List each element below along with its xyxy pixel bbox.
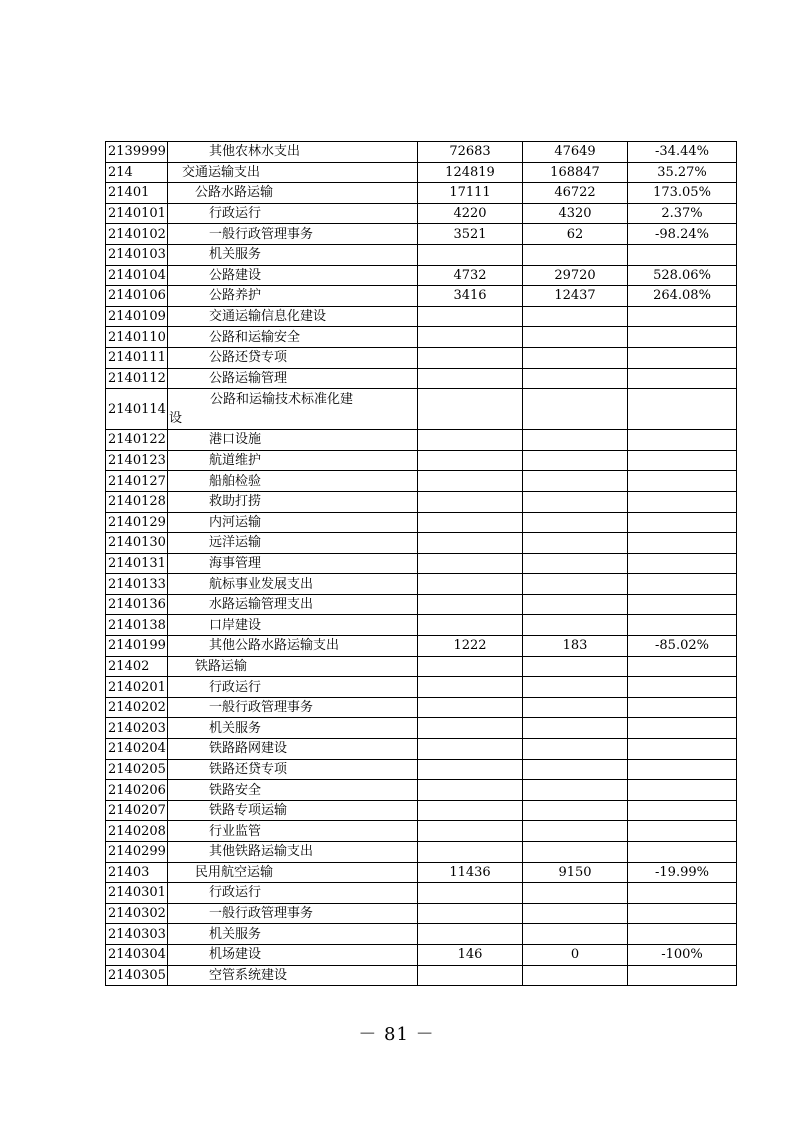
row-code: 2140302 — [106, 903, 168, 924]
row-name: 公路和运输安全 — [168, 327, 418, 348]
row-code: 21401 — [106, 183, 168, 204]
row-value-1 — [418, 656, 523, 677]
row-value-1 — [418, 800, 523, 821]
row-code: 2140127 — [106, 471, 168, 492]
row-change-percent — [628, 306, 737, 327]
row-name: 行政运行 — [168, 203, 418, 224]
row-change-percent: -85.02% — [628, 636, 737, 657]
row-code: 2140114 — [106, 389, 168, 430]
row-code: 2140305 — [106, 965, 168, 986]
row-change-percent — [628, 389, 737, 430]
table-row — [106, 244, 737, 265]
row-value-1 — [418, 615, 523, 636]
table-row — [106, 780, 737, 801]
row-value-2 — [523, 574, 628, 595]
row-code: 214 — [106, 162, 168, 183]
row-value-1: 11436 — [418, 862, 523, 883]
row-value-2 — [523, 903, 628, 924]
row-code: 21403 — [106, 862, 168, 883]
table-row — [106, 347, 737, 368]
row-code: 2140110 — [106, 327, 168, 348]
row-value-1: 146 — [418, 944, 523, 965]
row-value-2 — [523, 491, 628, 512]
row-value-2 — [523, 512, 628, 533]
row-value-2: 9150 — [523, 862, 628, 883]
row-name: 其他农林水支出 — [168, 142, 418, 163]
row-value-2 — [523, 244, 628, 265]
row-value-1 — [418, 759, 523, 780]
row-change-percent — [628, 574, 737, 595]
row-value-2: 168847 — [523, 162, 628, 183]
row-name: 航标事业发展支出 — [168, 574, 418, 595]
row-name: 行业监管 — [168, 821, 418, 842]
table-row — [106, 389, 737, 430]
row-value-2 — [523, 347, 628, 368]
row-code: 2140203 — [106, 718, 168, 739]
row-value-1: 124819 — [418, 162, 523, 183]
table-row — [106, 862, 737, 883]
row-code: 2140103 — [106, 244, 168, 265]
row-change-percent: 35.27% — [628, 162, 737, 183]
row-value-2: 47649 — [523, 142, 628, 163]
row-name: 机关服务 — [168, 244, 418, 265]
row-name: 公路运输管理 — [168, 368, 418, 389]
row-value-1 — [418, 347, 523, 368]
row-value-2 — [523, 368, 628, 389]
row-name: 行政运行 — [168, 677, 418, 698]
row-value-2 — [523, 594, 628, 615]
row-value-1 — [418, 965, 523, 986]
row-value-1 — [418, 306, 523, 327]
table-row — [106, 162, 737, 183]
row-change-percent: 264.08% — [628, 286, 737, 307]
row-value-1 — [418, 883, 523, 904]
row-value-2 — [523, 718, 628, 739]
row-value-2 — [523, 327, 628, 348]
row-change-percent — [628, 697, 737, 718]
row-change-percent — [628, 491, 737, 512]
row-change-percent — [628, 553, 737, 574]
table-row — [106, 265, 737, 286]
table-row — [106, 183, 737, 204]
row-name: 公路建设 — [168, 265, 418, 286]
row-value-2: 46722 — [523, 183, 628, 204]
row-code: 2140136 — [106, 594, 168, 615]
row-value-2 — [523, 656, 628, 677]
row-value-1 — [418, 512, 523, 533]
row-value-1 — [418, 718, 523, 739]
row-change-percent — [628, 368, 737, 389]
row-name: 公路还贷专项 — [168, 347, 418, 368]
table-body — [106, 142, 737, 986]
row-change-percent — [628, 615, 737, 636]
table-row — [106, 800, 737, 821]
row-change-percent — [628, 718, 737, 739]
row-name: 救助打捞 — [168, 491, 418, 512]
row-name: 铁路运输 — [168, 656, 418, 677]
row-code: 2140101 — [106, 203, 168, 224]
row-value-2: 62 — [523, 224, 628, 245]
row-value-1 — [418, 389, 523, 430]
row-code: 2140112 — [106, 368, 168, 389]
table-row — [106, 821, 737, 842]
table-row — [106, 965, 737, 986]
row-change-percent: -100% — [628, 944, 737, 965]
table-row — [106, 656, 737, 677]
row-code: 2140303 — [106, 924, 168, 945]
row-change-percent — [628, 965, 737, 986]
row-change-percent — [628, 821, 737, 842]
row-value-2: 183 — [523, 636, 628, 657]
row-name: 港口设施 — [168, 430, 418, 451]
row-code: 2140299 — [106, 842, 168, 863]
table-row — [106, 553, 737, 574]
row-name: 公路水路运输 — [168, 183, 418, 204]
row-value-2 — [523, 306, 628, 327]
row-value-1 — [418, 924, 523, 945]
row-change-percent — [628, 759, 737, 780]
row-code: 2140130 — [106, 533, 168, 554]
row-name: 交通运输信息化建设 — [168, 306, 418, 327]
page-number: － 81 － — [358, 1024, 435, 1045]
row-value-2 — [523, 821, 628, 842]
table-row — [106, 903, 737, 924]
row-value-1 — [418, 574, 523, 595]
row-name: 铁路还贷专项 — [168, 759, 418, 780]
table-row — [106, 224, 737, 245]
row-value-2: 29720 — [523, 265, 628, 286]
row-value-1 — [418, 594, 523, 615]
row-value-2 — [523, 697, 628, 718]
table-row — [106, 142, 737, 163]
row-value-2 — [523, 965, 628, 986]
table-row — [106, 512, 737, 533]
row-value-2 — [523, 924, 628, 945]
row-code: 2140201 — [106, 677, 168, 698]
table-row — [106, 533, 737, 554]
row-change-percent — [628, 533, 737, 554]
row-code: 2140208 — [106, 821, 168, 842]
row-value-1 — [418, 903, 523, 924]
row-name: 行政运行 — [168, 883, 418, 904]
table-row — [106, 615, 737, 636]
table-row — [106, 327, 737, 348]
row-change-percent — [628, 656, 737, 677]
row-change-percent: -34.44% — [628, 142, 737, 163]
row-code: 2140123 — [106, 450, 168, 471]
row-name: 口岸建设 — [168, 615, 418, 636]
row-value-2 — [523, 430, 628, 451]
row-change-percent — [628, 677, 737, 698]
row-code: 2140133 — [106, 574, 168, 595]
row-value-1: 4732 — [418, 265, 523, 286]
row-value-2 — [523, 677, 628, 698]
row-change-percent: 173.05% — [628, 183, 737, 204]
row-change-percent — [628, 430, 737, 451]
row-value-2 — [523, 553, 628, 574]
row-name: 交通运输支出 — [168, 162, 418, 183]
row-value-1 — [418, 821, 523, 842]
table-row — [106, 842, 737, 863]
row-name: 空管系统建设 — [168, 965, 418, 986]
row-name: 远洋运输 — [168, 533, 418, 554]
row-name: 铁路专项运输 — [168, 800, 418, 821]
row-code: 21402 — [106, 656, 168, 677]
row-value-2 — [523, 780, 628, 801]
row-value-1: 4220 — [418, 203, 523, 224]
row-value-1 — [418, 471, 523, 492]
table-row — [106, 286, 737, 307]
table-row — [106, 574, 737, 595]
row-code: 2140202 — [106, 697, 168, 718]
row-value-1: 1222 — [418, 636, 523, 657]
row-change-percent: -98.24% — [628, 224, 737, 245]
row-change-percent — [628, 800, 737, 821]
row-value-2 — [523, 739, 628, 760]
row-change-percent — [628, 327, 737, 348]
row-name: 一般行政管理事务 — [168, 224, 418, 245]
row-value-2: 12437 — [523, 286, 628, 307]
row-code: 2139999 — [106, 142, 168, 163]
row-value-1 — [418, 327, 523, 348]
row-value-1: 3521 — [418, 224, 523, 245]
row-value-1 — [418, 697, 523, 718]
row-value-2 — [523, 389, 628, 430]
row-change-percent — [628, 903, 737, 924]
row-name-line2: 设 — [169, 411, 183, 427]
expenditure-table — [105, 141, 737, 986]
row-value-1 — [418, 368, 523, 389]
row-code: 2140206 — [106, 780, 168, 801]
row-name — [168, 389, 418, 430]
row-name: 水路运输管理支出 — [168, 594, 418, 615]
row-name-line1: 公路和运输技术标准化建 — [210, 392, 354, 408]
table-row — [106, 471, 737, 492]
row-code: 2140122 — [106, 430, 168, 451]
row-value-2: 4320 — [523, 203, 628, 224]
row-value-1 — [418, 780, 523, 801]
row-change-percent — [628, 471, 737, 492]
row-value-2 — [523, 759, 628, 780]
row-value-2 — [523, 615, 628, 636]
row-name: 其他铁路运输支出 — [168, 842, 418, 863]
row-code: 2140104 — [106, 265, 168, 286]
row-name: 机关服务 — [168, 924, 418, 945]
row-value-1: 72683 — [418, 142, 523, 163]
row-name: 海事管理 — [168, 553, 418, 574]
row-name: 民用航空运输 — [168, 862, 418, 883]
row-value-2 — [523, 471, 628, 492]
row-value-2 — [523, 842, 628, 863]
table-row — [106, 594, 737, 615]
row-value-1 — [418, 430, 523, 451]
table-row — [106, 883, 737, 904]
table-row — [106, 203, 737, 224]
row-change-percent — [628, 739, 737, 760]
row-name: 一般行政管理事务 — [168, 697, 418, 718]
table-row — [106, 697, 737, 718]
row-code: 2140129 — [106, 512, 168, 533]
row-name: 一般行政管理事务 — [168, 903, 418, 924]
row-value-1 — [418, 739, 523, 760]
row-name: 航道维护 — [168, 450, 418, 471]
row-code: 2140106 — [106, 286, 168, 307]
row-value-2 — [523, 450, 628, 471]
row-value-1 — [418, 842, 523, 863]
table-row — [106, 636, 737, 657]
row-code: 2140199 — [106, 636, 168, 657]
table-row — [106, 368, 737, 389]
row-code: 2140304 — [106, 944, 168, 965]
row-code: 2140131 — [106, 553, 168, 574]
row-value-1 — [418, 677, 523, 698]
row-name: 机场建设 — [168, 944, 418, 965]
row-change-percent — [628, 780, 737, 801]
table-row — [106, 450, 737, 471]
row-value-2 — [523, 800, 628, 821]
row-value-2: 0 — [523, 944, 628, 965]
row-code: 2140301 — [106, 883, 168, 904]
row-code: 2140111 — [106, 347, 168, 368]
row-name: 机关服务 — [168, 718, 418, 739]
row-value-1 — [418, 491, 523, 512]
table-row — [106, 759, 737, 780]
row-code: 2140102 — [106, 224, 168, 245]
row-change-percent — [628, 244, 737, 265]
table-row — [106, 924, 737, 945]
row-change-percent: 528.06% — [628, 265, 737, 286]
row-change-percent — [628, 594, 737, 615]
row-name: 公路养护 — [168, 286, 418, 307]
row-change-percent — [628, 512, 737, 533]
table-row — [106, 491, 737, 512]
row-change-percent — [628, 450, 737, 471]
row-name: 船舶检验 — [168, 471, 418, 492]
row-code: 2140207 — [106, 800, 168, 821]
row-value-1 — [418, 450, 523, 471]
row-code: 2140204 — [106, 739, 168, 760]
row-name: 铁路安全 — [168, 780, 418, 801]
row-code: 2140205 — [106, 759, 168, 780]
row-code: 2140138 — [106, 615, 168, 636]
table-row — [106, 718, 737, 739]
row-value-2 — [523, 883, 628, 904]
row-name: 其他公路水路运输支出 — [168, 636, 418, 657]
table-row — [106, 739, 737, 760]
row-name: 铁路路网建设 — [168, 739, 418, 760]
row-change-percent — [628, 842, 737, 863]
table-row — [106, 677, 737, 698]
row-code: 2140109 — [106, 306, 168, 327]
row-value-1 — [418, 553, 523, 574]
table-row — [106, 430, 737, 451]
row-value-1 — [418, 533, 523, 554]
row-change-percent — [628, 347, 737, 368]
row-change-percent — [628, 924, 737, 945]
table-row — [106, 944, 737, 965]
row-change-percent: 2.37% — [628, 203, 737, 224]
row-change-percent: -19.99% — [628, 862, 737, 883]
table-row — [106, 306, 737, 327]
row-value-1: 17111 — [418, 183, 523, 204]
row-value-1 — [418, 244, 523, 265]
row-code: 2140128 — [106, 491, 168, 512]
row-value-2 — [523, 533, 628, 554]
row-name: 内河运输 — [168, 512, 418, 533]
row-change-percent — [628, 883, 737, 904]
row-value-1: 3416 — [418, 286, 523, 307]
